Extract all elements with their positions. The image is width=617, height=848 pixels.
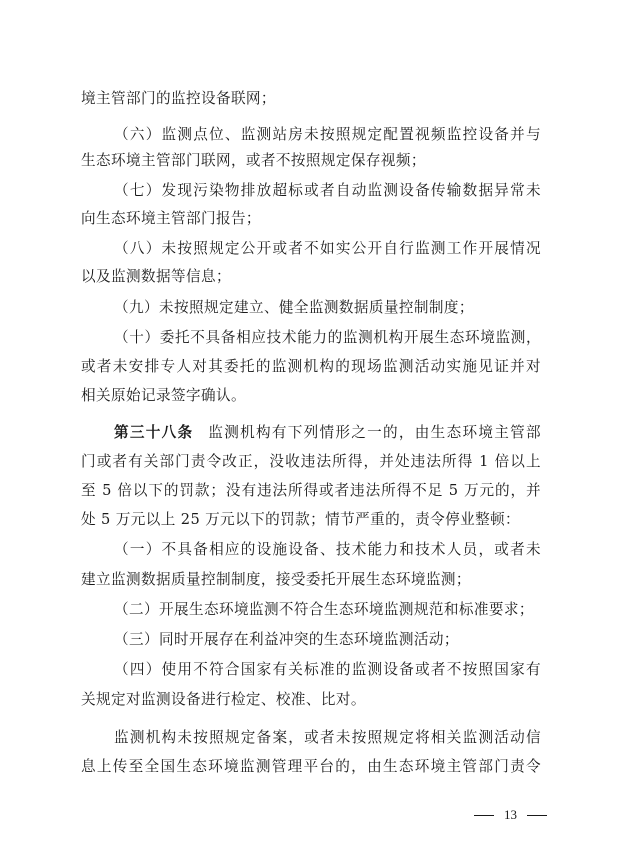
text-line: 以及监测数据等信息； (81, 268, 231, 285)
text-line: （六）监测点位、监测站房未按照规定配置视频监控设备并与 (114, 126, 541, 143)
text-line: （三）同时开展存在利益冲突的生态环境监测活动； (114, 631, 459, 648)
article-heading-line (114, 423, 541, 443)
footer-dash-left (474, 815, 494, 816)
text-line: 相关原始记录签字确认。 (81, 387, 246, 404)
text-line: （七）发现污染物排放超标或者自动监测设备传输数据异常未 (114, 182, 541, 199)
text-line: （十）委托不具备相应技术能力的监测机构开展生态环境监测， (114, 329, 541, 346)
page-number: 13 (504, 807, 517, 822)
text-line: 向生态环境主管部门报告； (81, 210, 261, 227)
text-line: （八）未按照规定公开或者不如实公开自行监测工作开展情况 (114, 240, 541, 257)
text-line: （四）使用不符合国家有关标准的监测设备或者不按照国家有 (114, 661, 541, 678)
article-body: 监测机构有下列情形之一的，由生态环境主管部 (207, 424, 541, 441)
footer-dash-right (527, 815, 547, 816)
article-heading: 第三十八条 (114, 424, 194, 441)
text-line: 境主管部门的监控设备联网； (81, 90, 276, 107)
page-footer (474, 806, 547, 824)
text-line: 处 5 万元以上 25 万元以下的罚款；情节严重的，责令停业整顿： (81, 511, 521, 528)
text-line: 关规定对监测设备进行检定、校准、比对。 (81, 691, 366, 708)
text-line: （一）不具备相应的设施设备、技术能力和技术人员，或者未 (114, 541, 541, 558)
text-line: 门或者有关部门责令改正，没收违法所得，并处违法所得 1 倍以上 (81, 453, 541, 470)
text-line: 监测机构未按照规定备案，或者未按照规定将相关监测活动信 (114, 729, 541, 746)
text-line: （九）未按照规定建立、健全监测数据质量控制制度； (114, 299, 474, 316)
text-line: 息上传至全国生态环境监测管理平台的，由生态环境主管部门责令 (81, 758, 541, 775)
text-line: 建立监测数据质量控制制度，接受委托开展生态环境监测； (81, 571, 471, 588)
text-line: 或者未安排专人对其委托的监测机构的现场监测活动实施见证并对 (81, 358, 541, 375)
text-line: 至 5 倍以下的罚款；没有违法所得或者违法所得不足 5 万元的，并 (81, 482, 541, 499)
text-line: 生态环境主管部门联网，或者不按照规定保存视频； (81, 152, 426, 169)
text-line: （二）开展生态环境监测不符合生态环境监测规范和标准要求； (114, 601, 534, 618)
